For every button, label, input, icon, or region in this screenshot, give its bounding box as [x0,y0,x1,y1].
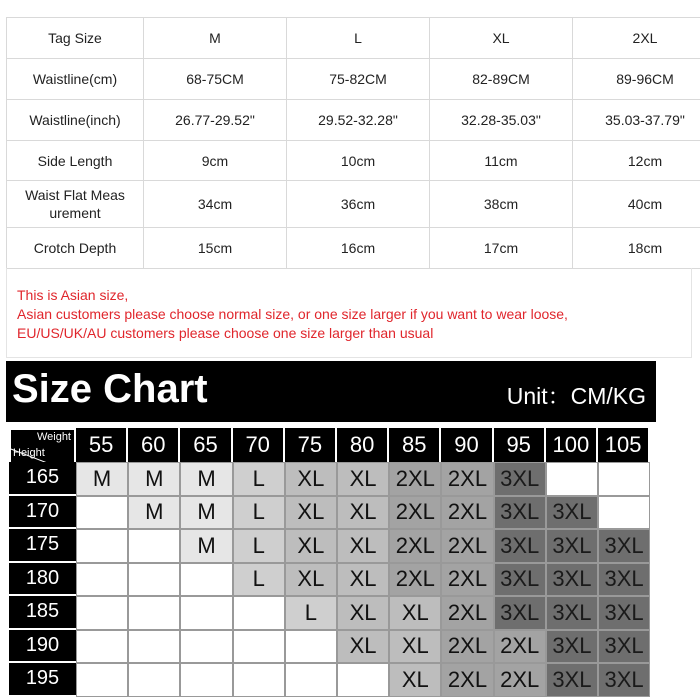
size-chart-banner [6,361,656,422]
size-cell: XL [389,596,441,630]
size-cell: 2XL [441,462,493,496]
size-cell: 3XL [494,496,546,530]
size-cell: 3XL [598,563,650,597]
size-cell [128,663,180,697]
size-cell [76,630,128,664]
size-cell: 3XL [494,529,546,563]
weight-axis-label: Weight [36,431,71,443]
measurement-row [7,228,700,269]
size-cell [337,663,389,697]
size-cell: 2XL [441,596,493,630]
size-cell: M [76,462,128,496]
grid-corner [9,428,76,464]
size-cell: XL [285,529,337,563]
measurement-row-label: Crotch Depth [7,228,144,269]
size-cell: 3XL [494,596,546,630]
measurement-cell: 11cm [430,141,573,181]
measurement-cell: 10cm [287,141,430,181]
size-cell [76,563,128,597]
unit-label: Unit：CM/KG [506,383,646,409]
size-cell: 2XL [441,496,493,530]
measurement-row [7,181,700,228]
size-cell [233,663,285,697]
weight-header: 55 [76,428,128,462]
size-cell: M [180,462,232,496]
measurement-cell: 75-82CM [287,59,430,100]
size-cell: 2XL [389,462,441,496]
size-cell: 3XL [494,563,546,597]
size-cell: XL [285,496,337,530]
measurement-cell: 12cm [573,141,700,181]
measurement-cell: 38cm [430,181,573,228]
size-notes [6,268,692,358]
measurement-header-cell: Tag Size [7,18,144,59]
size-cell: 3XL [546,663,598,697]
size-cell: 2XL [389,496,441,530]
measurement-table [6,17,700,269]
size-cell: L [233,563,285,597]
size-cell: L [233,462,285,496]
size-cell: 2XL [494,630,546,664]
size-cell: M [128,496,180,530]
measurement-cell: 29.52-32.28" [287,100,430,141]
height-header: 180 [9,563,76,597]
measurement-row-label: Side Length [7,141,144,181]
size-cell: 3XL [546,630,598,664]
size-cell: 3XL [546,596,598,630]
measurement-cell: 68-75CM [144,59,287,100]
size-cell [128,529,180,563]
size-cell [76,529,128,563]
note-line: EU/US/UK/AU customers please choose one size larger than usual [17,325,434,341]
size-cell: 2XL [494,663,546,697]
size-cell [128,563,180,597]
size-cell: 3XL [598,596,650,630]
measurement-cell: 34cm [144,181,287,228]
size-cell: XL [285,563,337,597]
size-cell: 3XL [546,563,598,597]
size-cell: 2XL [441,563,493,597]
size-cell: XL [337,630,389,664]
size-cell [76,663,128,697]
size-cell [128,630,180,664]
size-cell: XL [337,462,389,496]
size-cell [233,630,285,664]
size-cell [598,462,650,496]
weight-header: 105 [598,428,650,462]
size-cell [180,663,232,697]
measurement-row [7,141,700,181]
measurement-row-label: Waist Flat Meas urement [7,181,144,228]
size-cell: M [128,462,180,496]
size-cell [285,663,337,697]
size-cell: 3XL [494,462,546,496]
size-cell: 3XL [598,663,650,697]
measurement-cell: 26.77-29.52" [144,100,287,141]
measurement-cell: 35.03-37.79" [573,100,700,141]
height-header: 175 [9,529,76,563]
size-cell [285,630,337,664]
weight-header: 70 [233,428,285,462]
measurement-header-cell: M [144,18,287,59]
size-cell: 3XL [598,529,650,563]
size-cell: 2XL [441,630,493,664]
note-line: This is Asian size, [17,287,129,303]
size-cell: 3XL [598,630,650,664]
size-cell [128,596,180,630]
weight-header: 65 [180,428,232,462]
size-cell: XL [337,596,389,630]
height-header: 195 [9,663,76,697]
measurement-cell: 18cm [573,228,700,269]
height-header: 170 [9,496,76,530]
size-cell: XL [337,563,389,597]
size-cell [546,462,598,496]
weight-header: 60 [128,428,180,462]
measurement-header-cell: 2XL [573,18,700,59]
size-cell: 3XL [546,496,598,530]
size-cell [180,563,232,597]
size-cell: 2XL [389,563,441,597]
size-cell: XL [337,529,389,563]
weight-header: 90 [441,428,493,462]
size-cell [598,496,650,530]
measurement-cell: 82-89CM [430,59,573,100]
measurement-cell: 32.28-35.03" [430,100,573,141]
size-cell: L [285,596,337,630]
note-line: Asian customers please choose normal size, or one size larger if you want to wear loose, [17,306,568,322]
height-axis-label: Height [13,447,45,459]
size-cell: 3XL [546,529,598,563]
size-cell: M [180,529,232,563]
size-cell: XL [285,462,337,496]
size-cell: XL [389,630,441,664]
size-cell: XL [389,663,441,697]
measurement-row-label: Waistline(cm) [7,59,144,100]
size-cell [180,630,232,664]
weight-header: 85 [389,428,441,462]
height-header: 185 [9,596,76,630]
size-cell [76,496,128,530]
size-cell [76,596,128,630]
size-cell: 2XL [389,529,441,563]
weight-header: 80 [337,428,389,462]
measurement-header-cell: L [287,18,430,59]
measurement-row-label: Waistline(inch) [7,100,144,141]
height-header: 165 [9,462,76,496]
weight-header: 75 [285,428,337,462]
measurement-header-cell: XL [430,18,573,59]
size-cell: 2XL [441,663,493,697]
size-cell: L [233,496,285,530]
size-cell: XL [337,496,389,530]
measurement-row [7,59,700,100]
size-cell [180,596,232,630]
weight-header: 95 [494,428,546,462]
measurement-row [7,100,700,141]
measurement-cell: 40cm [573,181,700,228]
size-cell [233,596,285,630]
size-cell: M [180,496,232,530]
height-header: 190 [9,630,76,664]
size-cell: L [233,529,285,563]
measurement-cell: 17cm [430,228,573,269]
weight-header: 100 [546,428,598,462]
measurement-header-row [7,18,700,59]
measurement-cell: 36cm [287,181,430,228]
measurement-cell: 89-96CM [573,59,700,100]
size-chart-title: Size Chart [12,367,208,411]
measurement-cell: 15cm [144,228,287,269]
size-cell: 2XL [441,529,493,563]
measurement-cell: 9cm [144,141,287,181]
measurement-cell: 16cm [287,228,430,269]
